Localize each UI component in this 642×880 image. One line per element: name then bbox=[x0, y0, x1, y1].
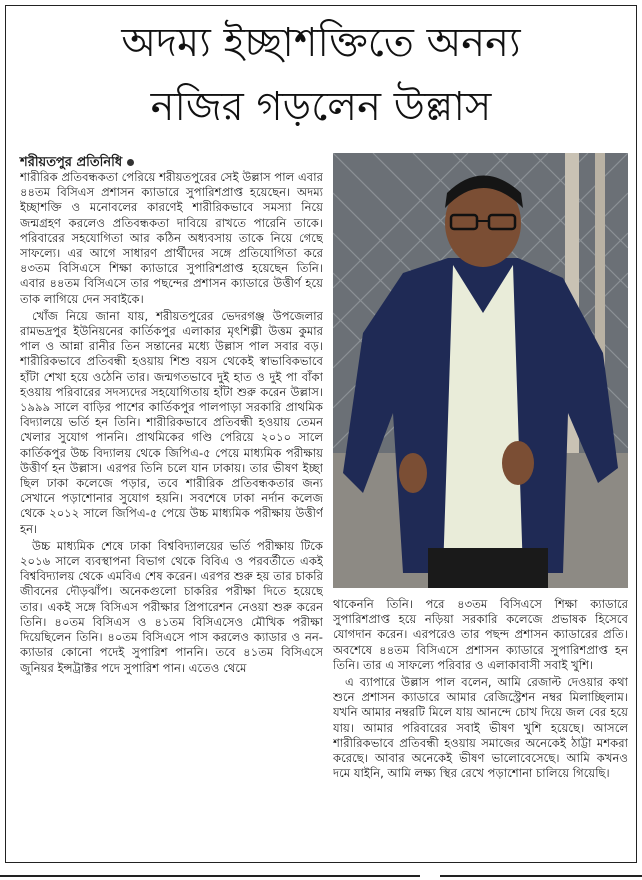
paragraph: শারীরিক প্রতিবন্ধকতা পেরিয়ে শরীয়তপুরের সেই উল্লাস পাল এবার ৪৪তম বিসিএস প্রশাসন ক্যাডারে সুপারিশপ্রাপ্ত হয়েছেন। অদম্য ইচ্ছাশক্তি ও মনোবলের কারণেই শারীরিকভাবে সমস্যা নিয়ে জন্মগ্রহণ করলেও প্রতিবন্ধকতা দাবিয়ে রাখতে পারেনি তাকে। পরিবারের সহযোগিতা আর কঠিন অধ্যবসায় তাকে নিয়ে গেছে সাফল্যে। এর আগে সাধারণ প্রার্থীদের সঙ্গে প্রতিযোগিতা করে ৪৩তম বিসিএসে শিক্ষা ক্যাডারে সুপারিশপ্রাপ্ত হয়েছেন তিনি। এবার ৪৪তম বিসিএসে তার পছন্দের প্রশাসন ক্যাডারে উত্তীর্ণ হয়ে তাক লাগিয়ে দেন সবাইকে। bbox=[20, 170, 323, 306]
paragraph: খোঁজ নিয়ে জানা যায়, শরীয়তপুরের ভেদরগঞ্জ উপজেলার রামভদ্রপুর ইউনিয়নের কার্তিকপুর এলাকার মৃৎশিল্পী উত্তম কুমার পাল ও আন্না রানীর তিন সন্তানের মধ্যে উল্লাস পাল সবার বড়। শারীরিকভাবে প্রতিবন্ধী হওয়ায় শিশু বয়স থেকেই স্বাভাবিকভাবে হাঁটা শেখা হয়ে ওঠেনি তার। জন্মগতভাবে দুই হাত ও দুই পা বাঁকা হওয়ায় পরিবারের সদস্যদের সহযোগিতায় হাঁটা শুরু করেন উল্লাস। ১৯৯৯ সালে বাড়ির পাশের কার্তিকপুর পালপাড়া সরকারি প্রাথমিক বিদ্যালয়ে ভর্তি হন তিনি। শারীরিকভাবে প্রতিবন্ধী হওয়ায় তেমন খেলার সুযোগ পাননি। প্রাথমিকের গণ্ডি পেরিয়ে ২০১০ সালে কার্তিকপুর উচ্চ বিদ্যালয় থেকে জিপিএ-৫ পেয়ে মাধ্যমিক পরীক্ষায় উত্তীর্ণ হন উল্লাস। এরপর তিনি চলে যান ঢাকায়। তার ভীষণ ইচ্ছা ছিল ঢাকা কলেজে পড়ার, তবে শারীরিক প্রতিবন্ধকতার জন্য সেখানে পড়াশোনার সুযোগ হয়নি। সবশেষে ঢাকা নর্দান কলেজ থেকে ২০১২ সালে জিপিএ-৫ পেয়ে উচ্চ মাধ্যমিক পরীক্ষায় উত্তীর্ণ হন। bbox=[20, 308, 323, 536]
article-photo bbox=[333, 153, 628, 588]
paragraph: উচ্চ মাধ্যমিক শেষে ঢাকা বিশ্ববিদ্যালয়ের ভর্তি পরীক্ষায় টিকে ২০১৬ সালে ব্যবস্থাপনা বিভাগ থেকে বিবিএ ও পরবর্তীতে একই বিশ্ববিদ্যালয় থেকে এমবিএ শেষ করেন। এরপর শুরু হয় তার চাকরি জীবনের দৌড়ঝাঁপ। অনেকগুলো চাকরির পরীক্ষা দিতে হয়েছে তার। একই সঙ্গে বিসিএস পরীক্ষার প্রিপারেশন নেওয়া শুরু করেন তিনি। ৪০তম বিসিএস ও ৪১তম বিসিএসেও মৌখিক পরীক্ষা দিয়েছিলেন তিনি। ৪০তম বিসিএসে পাস করলেও ক্যাডার ও নন-ক্যাডার কোনো পদেই সুপারিশ পাননি। তবে ৪১তম বিসিএসে জুনিয়র ইন্সট্রাক্টর পদে সুপারিশ পান। এতেও থেমে bbox=[20, 538, 323, 675]
portrait-image bbox=[333, 153, 628, 588]
byline-text: শরীয়তপুর প্রতিনিধি bbox=[20, 155, 123, 170]
bottom-rule bbox=[0, 872, 642, 880]
article-column-left bbox=[20, 170, 323, 860]
article-column-right bbox=[333, 597, 628, 857]
divider bbox=[440, 875, 642, 877]
paragraph: এ ব্যাপারে উল্লাস পাল বলেন, আমি রেজাল্ট দেওয়ার কথা শুনে প্রশাসন ক্যাডারে আমার রেজিস্ট্রেশন নম্বর মিলাচ্ছিলাম। যখনি আমার নম্বরটি মিলে যায় আনন্দে চোখ দিয়ে জল বের হয়ে যায়। আমার পরিবারের সবাই ভীষণ খুশি হয়েছে। আসলে শারীরিকভাবে প্রতিবন্ধী হওয়ায় সমাজের অনেকেই ঠাট্টা মশকরা করেছে। আবার অনেকেই ভীষণ ভালোবেসেছে। আমি কখনও দমে যাইনি, আমি লক্ষ্য স্থির রেখে পড়াশোনা চালিয়ে গিয়েছি। bbox=[333, 675, 628, 781]
divider bbox=[0, 875, 420, 877]
headline-line-2: নজির গড়লেন উল্লাস bbox=[150, 84, 492, 130]
headline-line-1: অদম্য ইচ্ছাশক্তিতে অনন্য bbox=[121, 20, 521, 66]
paragraph: থাকেননি তিনি। পরে ৪৩তম বিসিএসে শিক্ষা ক্যাডারে সুপারিশপ্রাপ্ত হয়ে নড়িয়া সরকারি কলেজে প্রভাষক হিসেবে যোগদান করেন। এরপরেও তার পছন্দ প্রশাসন ক্যাডারের প্রতি। অবশেষে ৪৪তম বিসিএসে প্রশাসন ক্যাডারে সুপারিশপ্রাপ্ত হন তিনি। তার এ সাফল্যে পরিবার ও এলাকাবাসী সবাই খুশি। bbox=[333, 597, 628, 672]
bullet-icon bbox=[127, 159, 134, 166]
